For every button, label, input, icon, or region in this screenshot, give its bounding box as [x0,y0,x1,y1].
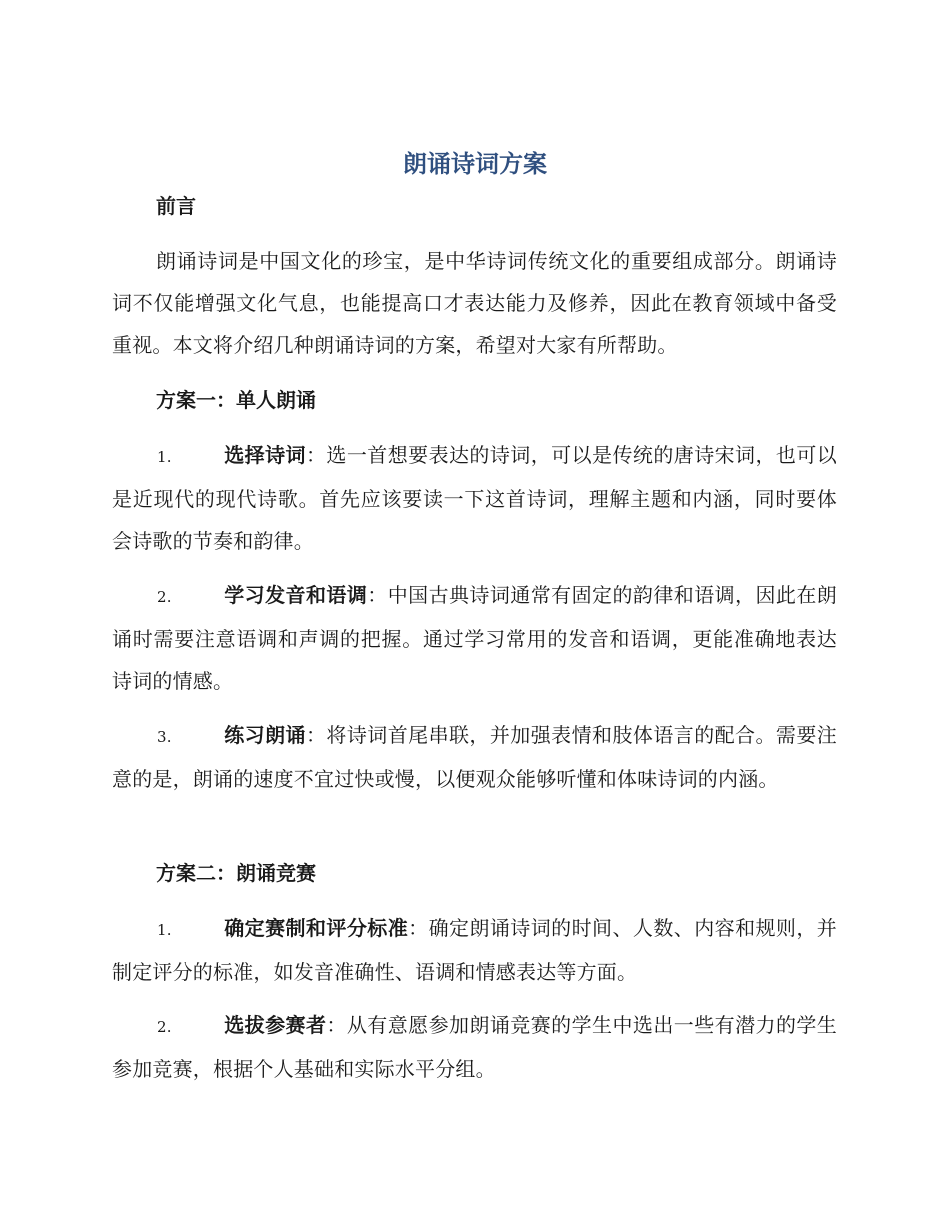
plan1-item-1 [112,434,837,562]
plan1-heading: 方案一：单人朗诵 [156,388,316,412]
preface-paragraph: 朗诵诗词是中国文化的珍宝，是中华诗词传统文化的重要组成部分。朗诵诗词不仅能增强文化气息，也能提高口才表达能力及修养，因此在教育领域中备受重视。本文将介绍几种朗诵诗词的方案，希望对大家有所帮助。 [112,249,837,357]
plan2-heading: 方案二：朗诵竞赛 [156,861,316,885]
plan1-item-3 [112,714,837,800]
list-number: 1. [157,448,172,466]
item-term: 选择诗词 [224,443,306,467]
item-text: ：从有意愿参加朗诵竞赛的学生中选出一些有潜力的学生参加竞赛，根据个人基础和实际水平分组。 [112,1013,838,1081]
item-text: ：选一首想要表达的诗词，可以是传统的唐诗宋词，也可以是近现代的现代诗歌。首先应该要读一下这首诗词，理解主题和内涵，同时要体会诗歌的节奏和韵律。 [112,443,837,553]
item-term: 确定赛制和评分标准 [224,916,409,940]
list-number: 2. [157,588,172,606]
list-number: 2. [157,1018,172,1036]
plan2-item-2 [112,1004,837,1090]
item-term: 选拔参赛者 [224,1013,327,1037]
item-text: ：确定朗诵诗词的时间、人数、内容和规则，并制定评分的标准，如发音准确性、语调和情感表达等方面。 [112,916,837,984]
list-number: 3. [157,728,172,746]
plan1-item-2 [112,574,837,702]
item-text: ：将诗词首尾串联，并加强表情和肢体语言的配合。需要注意的是，朗诵的速度不宜过快或慢，以便观众能够听懂和体味诗词的内涵。 [112,723,837,791]
plan2-item-1 [112,907,837,993]
item-term: 练习朗诵 [224,723,306,747]
item-term: 学习发音和语调 [224,583,368,607]
list-number: 1. [157,921,172,939]
item-text: ：中国古典诗词通常有固定的韵律和语调，因此在朗诵时需要注意语调和声调的把握。通过学习常用的发音和语调，更能准确地表达诗词的情感。 [112,583,837,693]
preface-heading: 前言 [156,194,196,218]
document-title: 朗诵诗词方案 [403,150,547,178]
